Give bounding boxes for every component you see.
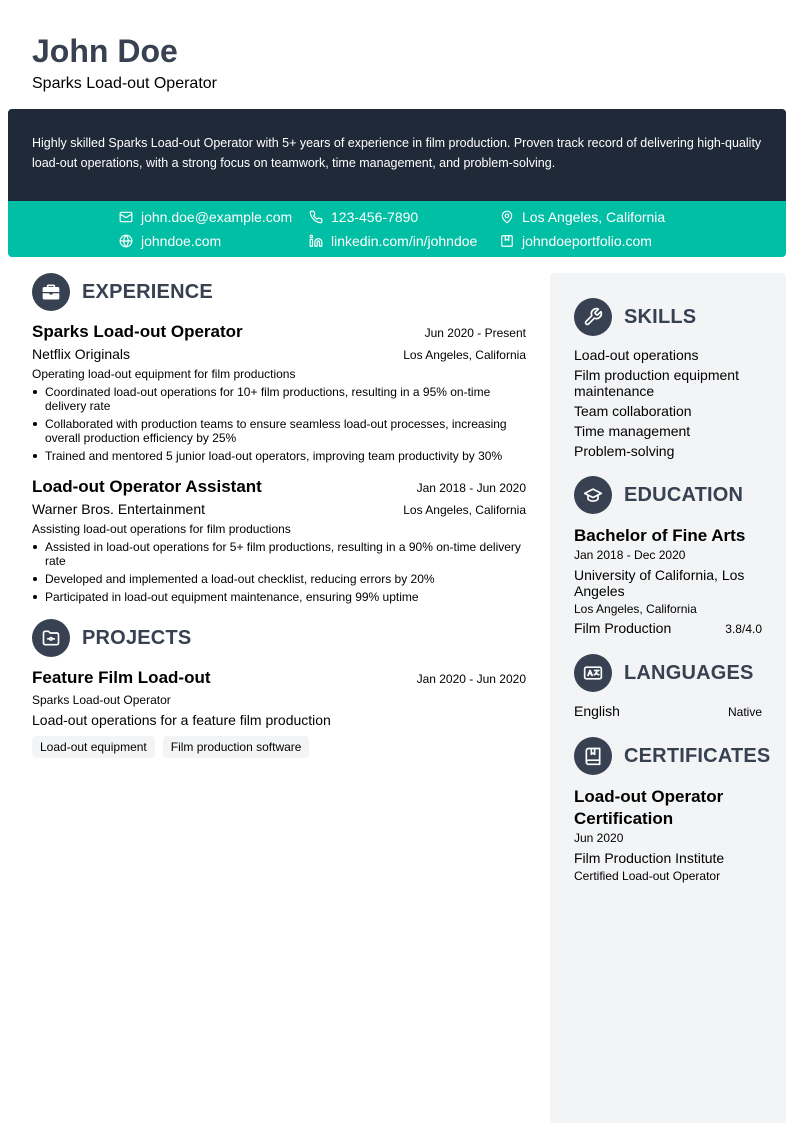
skill-item: Film production equipment maintenance [574, 367, 739, 399]
portfolio-icon [500, 234, 514, 248]
project-role: Sparks Load-out Operator [32, 693, 171, 707]
school: University of California, Los Angeles [574, 567, 745, 599]
contact-email[interactable] [119, 207, 292, 227]
certificates-section [574, 736, 771, 884]
globe-icon [119, 234, 133, 248]
skill-item: Team collaboration [574, 403, 692, 419]
language-name: English [574, 703, 620, 719]
linkedin-text[interactable]: linkedin.com/in/johndoe [331, 233, 478, 249]
experience-header [32, 272, 526, 312]
languages-title: LANGUAGES [624, 661, 754, 684]
education-header [574, 475, 762, 515]
job-location: Los Angeles, California [403, 348, 526, 362]
degree: Bachelor of Fine Arts [574, 526, 746, 545]
job-bullet: Collaborated with production teams to ensure seamless load-out processes, increasing overall production efficiency by 25% [32, 417, 526, 445]
gpa: 3.8/4.0 [725, 622, 762, 636]
mail-icon [119, 210, 133, 224]
graduation-cap-icon [574, 476, 612, 514]
job-bullets [32, 385, 526, 463]
phone-text[interactable]: 123-456-7890 [331, 209, 419, 225]
language-row [574, 703, 762, 720]
job-company: Netflix Originals [32, 346, 131, 362]
project-entry [32, 666, 526, 758]
job-description: Assisting load-out operations for film productions [32, 522, 291, 536]
job-company: Warner Bros. Entertainment [32, 501, 205, 517]
translate-icon [574, 654, 612, 692]
contact-bar [8, 201, 786, 257]
main-column [32, 272, 526, 758]
languages-section [574, 653, 762, 720]
skills-header [574, 297, 762, 337]
phone-icon [309, 210, 323, 224]
project-tag: Load-out equipment [32, 736, 155, 758]
wrench-icon [574, 298, 612, 336]
job-dates: Jan 2018 - Jun 2020 [416, 481, 526, 495]
projects-title: PROJECTS [82, 626, 192, 649]
briefcase-icon [32, 273, 70, 311]
skills-list [574, 347, 762, 459]
candidate-name: John Doe [32, 33, 178, 69]
job-bullets [32, 540, 526, 604]
certificate-credential: Certified Load-out Operator [574, 869, 721, 883]
certificate-issuer: Film Production Institute [574, 850, 725, 866]
portfolio-text[interactable]: johndoeportfolio.com [522, 233, 652, 249]
job-bullet: Assisted in load-out operations for 5+ film productions, resulting in a 90% on-time delivery rate [32, 540, 526, 568]
summary-panel [8, 109, 786, 201]
job-entry [32, 475, 526, 604]
sidebar [550, 273, 786, 1123]
skill-item: Load-out operations [574, 347, 699, 363]
job-bullet: Coordinated load-out operations for 10+ film productions, resulting in a 95% on-time delivery rate [32, 385, 526, 413]
summary-text: Highly skilled Sparks Load-out Operator with 5+ years of experience in film production. Proven track record of delivering high-quality load-out operations, with a strong focus on teamwork, time management, and problem-solving. [32, 136, 762, 170]
education-title: EDUCATION [624, 483, 744, 506]
skills-title: SKILLS [624, 305, 697, 328]
skills-section [574, 297, 762, 459]
job-entry [32, 320, 526, 463]
job-title: Load-out Operator Assistant [32, 477, 262, 496]
language-level: Native [727, 705, 762, 719]
skill-item: Problem-solving [574, 443, 675, 459]
certificates-header [574, 736, 771, 776]
education-section [574, 475, 762, 637]
email-text[interactable]: john.doe@example.com [141, 209, 293, 225]
linkedin-icon [309, 234, 323, 248]
website-text[interactable]: johndoe.com [141, 233, 222, 249]
contact-phone[interactable] [309, 207, 418, 227]
job-description: Operating load-out equipment for film productions [32, 367, 296, 381]
job-bullet: Participated in load-out equipment maintenance, ensuring 99% uptime [32, 590, 526, 604]
field-of-study: Film Production [574, 620, 672, 636]
location-text: Los Angeles, California [522, 209, 666, 225]
certificates-title: CERTIFICATES [624, 744, 771, 767]
map-pin-icon [500, 210, 514, 224]
project-tags [32, 736, 526, 758]
job-bullet: Trained and mentored 5 junior load-out operators, improving team productivity by 30% [32, 449, 526, 463]
skill-item: Time management [574, 423, 691, 439]
job-title: Sparks Load-out Operator [32, 322, 243, 341]
languages-header [574, 653, 762, 693]
project-name: Feature Film Load-out [32, 668, 211, 687]
project-description: Load-out operations for a feature film production [32, 712, 331, 728]
job-location: Los Angeles, California [403, 503, 526, 517]
contact-location [500, 207, 665, 227]
certificate-date: Jun 2020 [574, 831, 624, 845]
project-tag: Film production software [163, 736, 310, 758]
projects-header [32, 618, 526, 658]
book-icon [574, 737, 612, 775]
experience-title: EXPERIENCE [82, 280, 213, 303]
contact-website[interactable] [119, 231, 221, 251]
education-dates: Jan 2018 - Dec 2020 [574, 548, 686, 562]
job-dates: Jun 2020 - Present [424, 326, 526, 340]
contact-linkedin[interactable] [309, 231, 477, 251]
folder-icon [32, 619, 70, 657]
certificate-name: Load-out Operator Certification [574, 787, 724, 828]
contact-portfolio[interactable] [500, 231, 652, 251]
project-dates: Jan 2020 - Jun 2020 [416, 672, 526, 686]
job-bullet: Developed and implemented a load-out checklist, reducing errors by 20% [32, 572, 526, 586]
candidate-title: Sparks Load-out Operator [32, 75, 217, 92]
resume-header [32, 32, 217, 93]
school-location: Los Angeles, California [574, 602, 697, 616]
